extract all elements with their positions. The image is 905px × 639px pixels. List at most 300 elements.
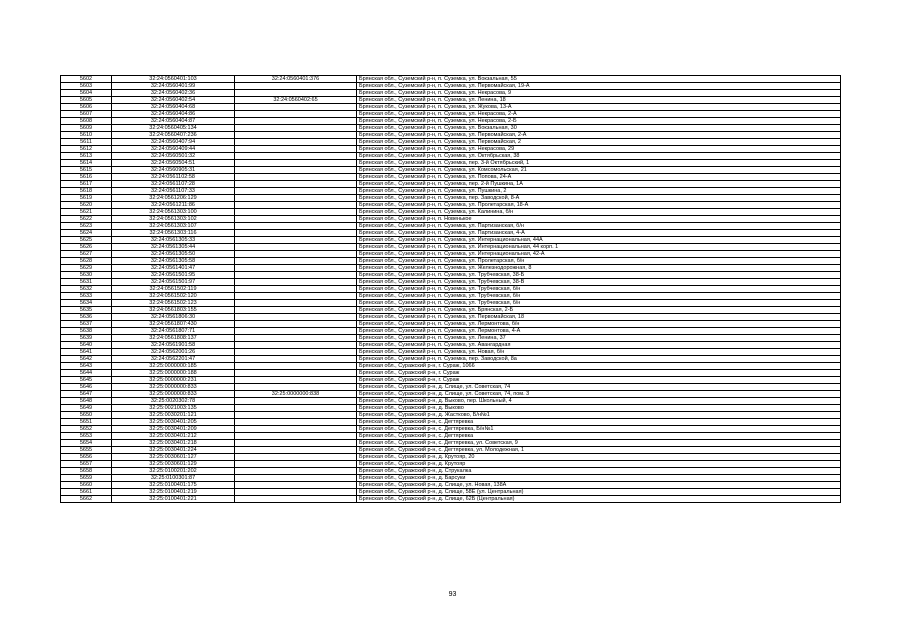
linked-cadastral-number-cell <box>235 125 357 132</box>
linked-cadastral-number-cell <box>235 489 357 496</box>
linked-cadastral-number-cell <box>235 321 357 328</box>
row-number-cell: 5636 <box>61 314 112 321</box>
table-row <box>61 216 841 223</box>
address-cell: Брянская обл., Суражский р-н, г. Сураж <box>357 370 841 377</box>
cadastral-number-cell: 32:25:0030601:127 <box>112 454 235 461</box>
table-row <box>61 223 841 230</box>
table-row <box>61 384 841 391</box>
table-row <box>61 272 841 279</box>
address-cell: Брянская обл., Суземский р-н, п. Суземка, пер. 2-й Пушкина, 1А <box>357 181 841 188</box>
address-cell: Брянская обл., Суземский р-н, п. Суземка, ул. Авангардная <box>357 342 841 349</box>
cadastral-number-cell: 32:25:0000000:833 <box>112 391 235 398</box>
cadastral-number-cell: 32:25:0000000:231 <box>112 377 235 384</box>
address-cell: Брянская обл., Суземский р-н, п. Суземка, пер. Заводской, 8а <box>357 356 841 363</box>
row-number-cell: 5617 <box>61 181 112 188</box>
table-row <box>61 482 841 489</box>
address-cell: Брянская обл., Суземский р-н, п. Суземка, ул. Пролетарская, б/н <box>357 258 841 265</box>
linked-cadastral-number-cell <box>235 419 357 426</box>
row-number-cell: 5647 <box>61 391 112 398</box>
table-row <box>61 160 841 167</box>
row-number-cell: 5645 <box>61 377 112 384</box>
address-cell: Брянская обл., Суражский р-н, д. Крутояр, 20 <box>357 454 841 461</box>
address-cell: Брянская обл., Суземский р-н, п. Суземка, ул. Вокзальная, 30 <box>357 125 841 132</box>
address-cell: Брянская обл., Суражский р-н, д. Барсуки <box>357 475 841 482</box>
address-cell: Брянская обл., Суражский р-н, с. Дегтяревка, Б/н№1 <box>357 426 841 433</box>
table-row <box>61 251 841 258</box>
linked-cadastral-number-cell <box>235 454 357 461</box>
linked-cadastral-number-cell <box>235 195 357 202</box>
linked-cadastral-number-cell: 32:24:0560401:376 <box>235 76 357 83</box>
table-row <box>61 300 841 307</box>
cadastral-number-cell: 32:24:0560402:36 <box>112 90 235 97</box>
cadastral-number-cell: 32:24:0561107:33 <box>112 188 235 195</box>
linked-cadastral-number-cell <box>235 370 357 377</box>
address-cell: Брянская обл., Суземский р-н, п. Суземка, ул. Трубчевская, 38-Б <box>357 272 841 279</box>
address-cell: Брянская обл., Суражский р-н, д. Слище, 62Б (Центральная) <box>357 496 841 503</box>
linked-cadastral-number-cell <box>235 412 357 419</box>
table-row <box>61 125 841 132</box>
cadastral-number-cell: 32:24:0561808:137 <box>112 335 235 342</box>
linked-cadastral-number-cell <box>235 258 357 265</box>
row-number-cell: 5627 <box>61 251 112 258</box>
row-number-cell: 5651 <box>61 419 112 426</box>
row-number-cell: 5614 <box>61 160 112 167</box>
row-number-cell: 5603 <box>61 83 112 90</box>
cadastral-number-cell: 32:25:0030401:218 <box>112 440 235 447</box>
table-row <box>61 342 841 349</box>
address-cell: Брянская обл., Суражский р-н, г. Сураж, 1066 <box>357 363 841 370</box>
linked-cadastral-number-cell <box>235 447 357 454</box>
address-cell: Брянская обл., Суражский р-н, д. Слище, ул. Советская, 74 <box>357 384 841 391</box>
table-row <box>61 97 841 104</box>
row-number-cell: 5620 <box>61 202 112 209</box>
address-cell: Брянская обл., Суземский р-н, п. Суземка, пер. Заводской, 8-А <box>357 195 841 202</box>
table-row <box>61 118 841 125</box>
table-row <box>61 209 841 216</box>
row-number-cell: 5643 <box>61 363 112 370</box>
property-register-table <box>60 75 841 503</box>
address-cell: Брянская обл., Суражский р-н, с. Дегтяревка, ул. Советская, 9 <box>357 440 841 447</box>
cadastral-number-cell: 32:25:0100401:219 <box>112 489 235 496</box>
cadastral-number-cell: 32:24:0561303:100 <box>112 209 235 216</box>
linked-cadastral-number-cell <box>235 433 357 440</box>
cadastral-number-cell: 32:24:0561303:116 <box>112 230 235 237</box>
linked-cadastral-number-cell <box>235 482 357 489</box>
linked-cadastral-number-cell <box>235 265 357 272</box>
address-cell: Брянская обл., Суражский р-н, д. Крутояр <box>357 461 841 468</box>
cadastral-number-cell: 32:24:0560407:236 <box>112 132 235 139</box>
row-number-cell: 5604 <box>61 90 112 97</box>
table-row <box>61 440 841 447</box>
table-row <box>61 195 841 202</box>
table-row <box>61 153 841 160</box>
table-row <box>61 104 841 111</box>
cadastral-number-cell: 32:24:0561211:86 <box>112 202 235 209</box>
row-number-cell: 5644 <box>61 370 112 377</box>
address-cell: Брянская обл., Суземский р-н, п. Суземка, ул. Жукова, 13-А <box>357 104 841 111</box>
table-row <box>61 454 841 461</box>
row-number-cell: 5654 <box>61 440 112 447</box>
table-row <box>61 181 841 188</box>
row-number-cell: 5628 <box>61 258 112 265</box>
address-cell: Брянская обл., Суземский р-н, п. Суземка, ул. Комсомольская, 21 <box>357 167 841 174</box>
table-row <box>61 412 841 419</box>
linked-cadastral-number-cell <box>235 307 357 314</box>
cadastral-number-cell: 32:24:0561401:47 <box>112 265 235 272</box>
address-cell: Брянская обл., Суземский р-н, п. Суземка, ул. Партизанская, б/н <box>357 223 841 230</box>
cadastral-number-cell: 32:25:0000000:833 <box>112 384 235 391</box>
table-row <box>61 489 841 496</box>
address-cell: Брянская обл., Суземский р-н, п. Суземка, ул. Первомайская, 2-А <box>357 132 841 139</box>
row-number-cell: 5650 <box>61 412 112 419</box>
address-cell: Брянская обл., Суземский р-н, п. Суземка, ул. Некрасова, 9 <box>357 90 841 97</box>
cadastral-number-cell: 32:24:0561305:50 <box>112 251 235 258</box>
cadastral-number-cell: 32:24:0561305:33 <box>112 237 235 244</box>
address-cell: Брянская обл., Суземский р-н, п. Суземка, ул. Трубчевская, б/н <box>357 293 841 300</box>
linked-cadastral-number-cell: 32:24:0560402:65 <box>235 97 357 104</box>
row-number-cell: 5622 <box>61 216 112 223</box>
linked-cadastral-number-cell <box>235 468 357 475</box>
row-number-cell: 5602 <box>61 76 112 83</box>
row-number-cell: 5658 <box>61 468 112 475</box>
table-row <box>61 314 841 321</box>
linked-cadastral-number-cell <box>235 398 357 405</box>
address-cell: Брянская обл., Суземский р-н, п. Новенькое <box>357 216 841 223</box>
cadastral-number-cell: 32:25:0100201:202 <box>112 468 235 475</box>
table-row <box>61 377 841 384</box>
table-row <box>61 349 841 356</box>
cadastral-number-cell: 32:25:0020302:78 <box>112 398 235 405</box>
row-number-cell: 5629 <box>61 265 112 272</box>
linked-cadastral-number-cell <box>235 244 357 251</box>
linked-cadastral-number-cell <box>235 132 357 139</box>
linked-cadastral-number-cell <box>235 209 357 216</box>
row-number-cell: 5661 <box>61 489 112 496</box>
linked-cadastral-number-cell <box>235 377 357 384</box>
linked-cadastral-number-cell <box>235 104 357 111</box>
row-number-cell: 5640 <box>61 342 112 349</box>
table-row <box>61 139 841 146</box>
linked-cadastral-number-cell <box>235 475 357 482</box>
cadastral-number-cell: 32:24:0561303:107 <box>112 223 235 230</box>
address-cell: Брянская обл., Суземский р-н, п. Суземка, ул. Некрасова, 2-А <box>357 111 841 118</box>
cadastral-number-cell: 32:24:0560405:134 <box>112 125 235 132</box>
row-number-cell: 5619 <box>61 195 112 202</box>
row-number-cell: 5646 <box>61 384 112 391</box>
table-row <box>61 356 841 363</box>
cadastral-number-cell: 32:24:0561501:97 <box>112 279 235 286</box>
cadastral-number-cell: 32:25:0100301:87 <box>112 475 235 482</box>
table-row <box>61 174 841 181</box>
table-row <box>61 461 841 468</box>
row-number-cell: 5659 <box>61 475 112 482</box>
linked-cadastral-number-cell <box>235 335 357 342</box>
row-number-cell: 5610 <box>61 132 112 139</box>
page-number: 93 <box>448 591 457 598</box>
cadastral-number-cell: 32:24:0560504:51 <box>112 160 235 167</box>
linked-cadastral-number-cell <box>235 461 357 468</box>
cadastral-number-cell: 32:24:0561303:102 <box>112 216 235 223</box>
row-number-cell: 5662 <box>61 496 112 503</box>
linked-cadastral-number-cell <box>235 440 357 447</box>
address-cell: Брянская обл., Суземский р-н, п. Суземка, ул. Пролетарская, 18-А <box>357 202 841 209</box>
cadastral-number-cell: 32:24:0560404:86 <box>112 111 235 118</box>
cadastral-number-cell: 32:25:0100401:175 <box>112 482 235 489</box>
table-row <box>61 447 841 454</box>
cadastral-number-cell: 32:24:0561305:44 <box>112 244 235 251</box>
address-cell: Брянская обл., Суражский р-н, с. Дегтяревка <box>357 419 841 426</box>
address-cell: Брянская обл., Суражский р-н, д. Слище, ул. Советская, 74, пом. 3 <box>357 391 841 398</box>
row-number-cell: 5607 <box>61 111 112 118</box>
table-row <box>61 321 841 328</box>
row-number-cell: 5623 <box>61 223 112 230</box>
linked-cadastral-number-cell <box>235 342 357 349</box>
address-cell: Брянская обл., Суземский р-н, п. Суземка, ул. Первомайская, 19-А <box>357 83 841 90</box>
table-row <box>61 307 841 314</box>
cadastral-number-cell: 32:24:0560401:103 <box>112 76 235 83</box>
row-number-cell: 5608 <box>61 118 112 125</box>
table-row <box>61 258 841 265</box>
cadastral-number-cell: 32:24:0560404:87 <box>112 118 235 125</box>
cadastral-number-cell: 32:25:0021003:135 <box>112 405 235 412</box>
linked-cadastral-number-cell <box>235 139 357 146</box>
address-cell: Брянская обл., Суземский р-н, п. Суземка, ул. Попова, 24-А <box>357 174 841 181</box>
table-row <box>61 230 841 237</box>
address-cell: Брянская обл., Суземский р-н, п. Суземка, ул. Брянская, 2-Б <box>357 307 841 314</box>
cadastral-number-cell: 32:24:0560501:32 <box>112 153 235 160</box>
address-cell: Брянская обл., Суземский р-н, п. Суземка, ул. Трубчевская, 38-В <box>357 279 841 286</box>
table-row <box>61 419 841 426</box>
address-cell: Брянская обл., Суземский р-н, п. Суземка, ул. Вокзальная, 55 <box>357 76 841 83</box>
address-cell: Брянская обл., Суражский р-н, г. Сураж <box>357 377 841 384</box>
row-number-cell: 5625 <box>61 237 112 244</box>
row-number-cell: 5616 <box>61 174 112 181</box>
row-number-cell: 5638 <box>61 328 112 335</box>
address-cell: Брянская обл., Суземский р-н, п. Суземка, ул. Интернациональная, 42-А <box>357 251 841 258</box>
row-number-cell: 5618 <box>61 188 112 195</box>
cadastral-number-cell: 32:25:0100401:221 <box>112 496 235 503</box>
row-number-cell: 5624 <box>61 230 112 237</box>
address-cell: Брянская обл., Суземский р-н, п. Суземка, ул. Партизанская, 4-А <box>357 230 841 237</box>
linked-cadastral-number-cell <box>235 160 357 167</box>
table-row <box>61 244 841 251</box>
linked-cadastral-number-cell <box>235 167 357 174</box>
row-number-cell: 5657 <box>61 461 112 468</box>
cadastral-number-cell: 32:24:0561806:30 <box>112 314 235 321</box>
row-number-cell: 5653 <box>61 433 112 440</box>
cadastral-number-cell: 32:25:0000000:185 <box>112 363 235 370</box>
table-row <box>61 468 841 475</box>
row-number-cell: 5637 <box>61 321 112 328</box>
table-row <box>61 167 841 174</box>
cadastral-number-cell: 32:24:0561305:58 <box>112 258 235 265</box>
linked-cadastral-number-cell <box>235 279 357 286</box>
cadastral-number-cell: 32:24:0561807:71 <box>112 328 235 335</box>
row-number-cell: 5642 <box>61 356 112 363</box>
row-number-cell: 5606 <box>61 104 112 111</box>
table-row <box>61 111 841 118</box>
table-row <box>61 363 841 370</box>
row-number-cell: 5635 <box>61 307 112 314</box>
cadastral-number-cell: 32:24:0561206:129 <box>112 195 235 202</box>
linked-cadastral-number-cell <box>235 363 357 370</box>
address-cell: Брянская обл., Суземский р-н, п. Суземка, ул. Лермонтова, б/н <box>357 321 841 328</box>
linked-cadastral-number-cell <box>235 202 357 209</box>
row-number-cell: 5655 <box>61 447 112 454</box>
cadastral-number-cell: 32:24:0561807:430 <box>112 321 235 328</box>
cadastral-number-cell: 32:25:0000000:188 <box>112 370 235 377</box>
table-row <box>61 405 841 412</box>
row-number-cell: 5611 <box>61 139 112 146</box>
row-number-cell: 5634 <box>61 300 112 307</box>
linked-cadastral-number-cell <box>235 146 357 153</box>
cadastral-number-cell: 32:24:0560409:44 <box>112 146 235 153</box>
table-row <box>61 132 841 139</box>
table-row <box>61 237 841 244</box>
address-cell: Брянская обл., Суземский р-н, п. Суземка, ул. Некрасова, 29 <box>357 146 841 153</box>
address-cell: Брянская обл., Суражский р-н, д. Слище, 58Е (ул. Центральная) <box>357 489 841 496</box>
table-row <box>61 286 841 293</box>
linked-cadastral-number-cell <box>235 272 357 279</box>
row-number-cell: 5612 <box>61 146 112 153</box>
address-cell: Брянская обл., Суземский р-н, п. Суземка, ул. Некрасова, 2-Б <box>357 118 841 125</box>
linked-cadastral-number-cell <box>235 405 357 412</box>
linked-cadastral-number-cell <box>235 90 357 97</box>
cadastral-number-cell: 32:24:0561502:120 <box>112 293 235 300</box>
linked-cadastral-number-cell <box>235 384 357 391</box>
linked-cadastral-number-cell <box>235 349 357 356</box>
table-row <box>61 475 841 482</box>
address-cell: Брянская обл., Суземский р-н, п. Суземка, ул. Первомайская, 18 <box>357 314 841 321</box>
address-cell: Брянская обл., Суземский р-н, п. Суземка, ул. Железнодорожная, 8 <box>357 265 841 272</box>
address-cell: Брянская обл., Суражский р-н, д. Слище, ул. Новая, 138А <box>357 482 841 489</box>
address-cell: Брянская обл., Суземский р-н, п. Суземка, ул. Пушкина, 2 <box>357 188 841 195</box>
table-row <box>61 188 841 195</box>
row-number-cell: 5652 <box>61 426 112 433</box>
linked-cadastral-number-cell <box>235 426 357 433</box>
row-number-cell: 5649 <box>61 405 112 412</box>
table-row <box>61 391 841 398</box>
row-number-cell: 5660 <box>61 482 112 489</box>
linked-cadastral-number-cell <box>235 496 357 503</box>
address-cell: Брянская обл., Суземский р-н, п. Суземка, ул. Новая, б/н <box>357 349 841 356</box>
cadastral-number-cell: 32:24:0561502:119 <box>112 286 235 293</box>
table-row <box>61 433 841 440</box>
row-number-cell: 5626 <box>61 244 112 251</box>
cadastral-number-cell: 32:24:0562201:47 <box>112 356 235 363</box>
linked-cadastral-number-cell <box>235 83 357 90</box>
linked-cadastral-number-cell <box>235 237 357 244</box>
address-cell: Брянская обл., Суземский р-н, п. Суземка, ул. Интернациональная, 44 корп. 1 <box>357 244 841 251</box>
linked-cadastral-number-cell <box>235 251 357 258</box>
cadastral-number-cell: 32:24:0561901:58 <box>112 342 235 349</box>
address-cell: Брянская обл., Суражский р-н, д. Выково <box>357 405 841 412</box>
linked-cadastral-number-cell <box>235 230 357 237</box>
row-number-cell: 5656 <box>61 454 112 461</box>
cadastral-number-cell: 32:25:0030201:121 <box>112 412 235 419</box>
linked-cadastral-number-cell <box>235 286 357 293</box>
cadastral-number-cell: 32:24:0560407:94 <box>112 139 235 146</box>
address-cell: Брянская обл., Суземский р-н, п. Суземка, ул. Лермонтова, 4-А <box>357 328 841 335</box>
linked-cadastral-number-cell <box>235 223 357 230</box>
cadastral-number-cell: 32:24:0560905:31 <box>112 167 235 174</box>
address-cell: Брянская обл., Суземский р-н, п. Суземка, ул. Трубчевская, б/н <box>357 300 841 307</box>
linked-cadastral-number-cell: 32:25:0000000:838 <box>235 391 357 398</box>
address-cell: Брянская обл., Суражский р-н, д. Выково, пер. Школьный, 4 <box>357 398 841 405</box>
table-row <box>61 265 841 272</box>
table-row <box>61 76 841 83</box>
address-cell: Брянская обл., Суземский р-н, п. Суземка, ул. Ленина, 37 <box>357 335 841 342</box>
address-cell: Брянская обл., Суземский р-н, п. Суземка, ул. Трубчевская, б/н <box>357 286 841 293</box>
address-cell: Брянская обл., Суражский р-н, с. Дегтяревка <box>357 433 841 440</box>
row-number-cell: 5641 <box>61 349 112 356</box>
table-row <box>61 83 841 90</box>
row-number-cell: 5631 <box>61 279 112 286</box>
row-number-cell: 5615 <box>61 167 112 174</box>
row-number-cell: 5605 <box>61 97 112 104</box>
table-row <box>61 202 841 209</box>
linked-cadastral-number-cell <box>235 300 357 307</box>
row-number-cell: 5639 <box>61 335 112 342</box>
cadastral-number-cell: 32:24:0561501:95 <box>112 272 235 279</box>
linked-cadastral-number-cell <box>235 356 357 363</box>
row-number-cell: 5633 <box>61 293 112 300</box>
linked-cadastral-number-cell <box>235 174 357 181</box>
table-row <box>61 279 841 286</box>
cadastral-number-cell: 32:24:0561102:58 <box>112 174 235 181</box>
cadastral-number-cell: 32:24:0561107:28 <box>112 181 235 188</box>
linked-cadastral-number-cell <box>235 314 357 321</box>
address-cell: Брянская обл., Суземский р-н, п. Суземка, ул. Ленина, 18 <box>357 97 841 104</box>
table-row <box>61 398 841 405</box>
row-number-cell: 5648 <box>61 398 112 405</box>
address-cell: Брянская обл., Суземский р-н, п. Суземка, пер. 3-й Октябрьский, 1 <box>357 160 841 167</box>
cadastral-number-cell: 32:25:0030401:212 <box>112 433 235 440</box>
address-cell: Брянская обл., Суземский р-н, п. Суземка, ул. Интернациональная, 44А <box>357 237 841 244</box>
cadastral-number-cell: 32:25:0030401:224 <box>112 447 235 454</box>
linked-cadastral-number-cell <box>235 111 357 118</box>
address-cell: Брянская обл., Суземский р-н, п. Суземка, ул. Октябрьская, 38 <box>357 153 841 160</box>
address-cell: Брянская обл., Суземский р-н, п. Суземка, ул. Первомайская, 2 <box>357 139 841 146</box>
cadastral-number-cell: 32:25:0030401:205 <box>112 419 235 426</box>
cadastral-number-cell: 32:24:0561502:123 <box>112 300 235 307</box>
cadastral-number-cell: 32:25:0030401:209 <box>112 426 235 433</box>
cadastral-number-cell: 32:24:0560402:54 <box>112 97 235 104</box>
address-cell: Брянская обл., Суражский р-н, д. Струкалка <box>357 468 841 475</box>
row-number-cell: 5632 <box>61 286 112 293</box>
table-row <box>61 496 841 503</box>
cadastral-number-cell: 32:25:0030601:129 <box>112 461 235 468</box>
table-row <box>61 90 841 97</box>
table-row <box>61 328 841 335</box>
address-cell: Брянская обл., Суражский р-н, с. Дегтяревка, ул. Молодежная, 1 <box>357 447 841 454</box>
cadastral-number-cell: 32:24:0562001:26 <box>112 349 235 356</box>
table-row <box>61 370 841 377</box>
row-number-cell: 5621 <box>61 209 112 216</box>
cadastral-number-cell: 32:24:0560404:68 <box>112 104 235 111</box>
linked-cadastral-number-cell <box>235 188 357 195</box>
linked-cadastral-number-cell <box>235 181 357 188</box>
table-row <box>61 146 841 153</box>
linked-cadastral-number-cell <box>235 216 357 223</box>
linked-cadastral-number-cell <box>235 153 357 160</box>
address-cell: Брянская обл., Суражский р-н, д. Жастково, Б/н№1 <box>357 412 841 419</box>
row-number-cell: 5630 <box>61 272 112 279</box>
row-number-cell: 5609 <box>61 125 112 132</box>
register-table-body <box>61 76 841 503</box>
table-row <box>61 335 841 342</box>
linked-cadastral-number-cell <box>235 118 357 125</box>
